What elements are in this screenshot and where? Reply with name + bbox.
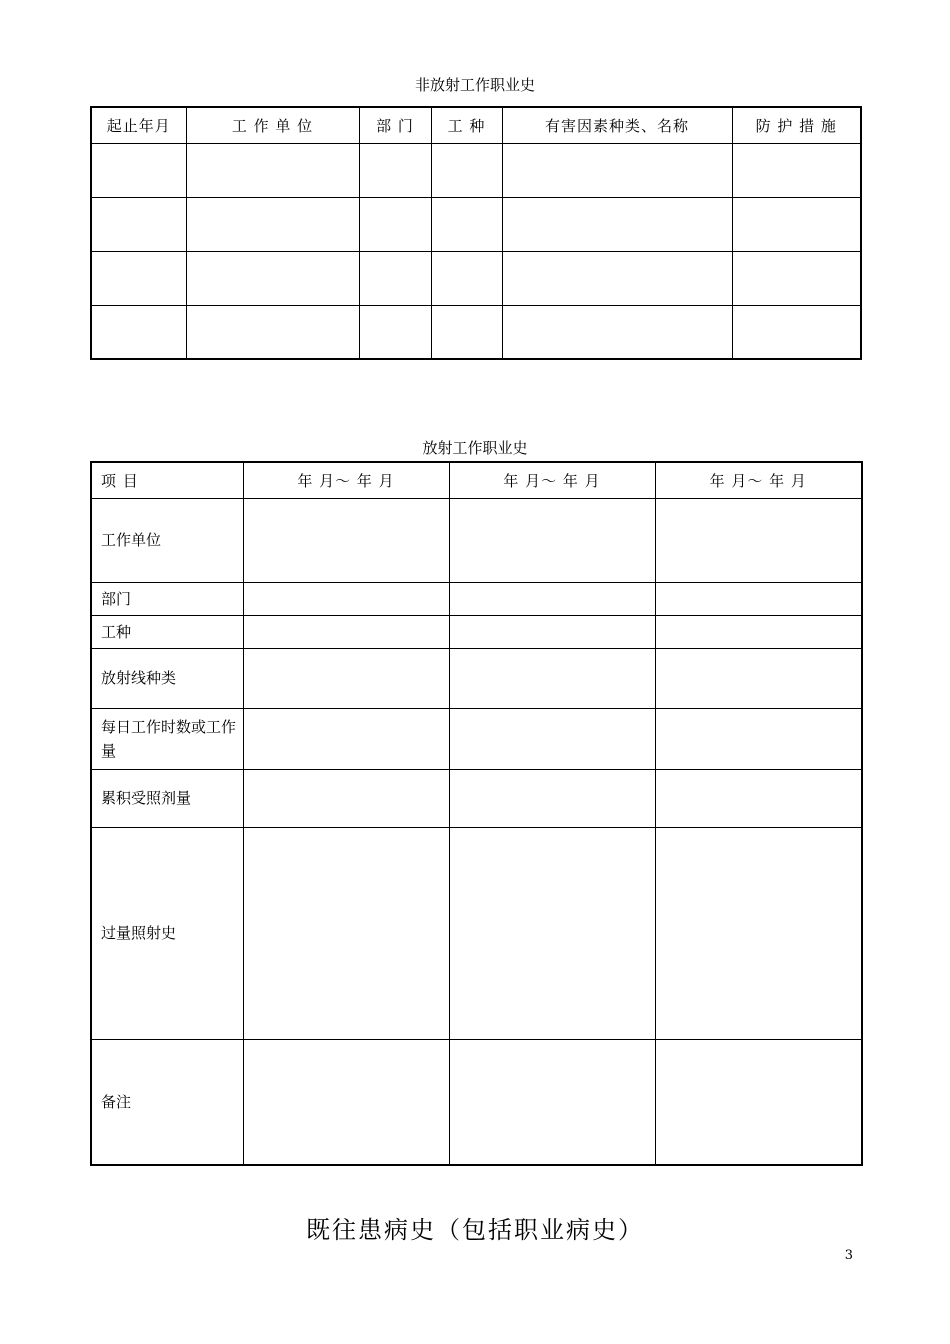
header-item: 项 目	[91, 462, 243, 498]
header-department: 部 门	[359, 107, 431, 143]
empty-cell[interactable]	[243, 1039, 449, 1165]
empty-cell[interactable]	[431, 143, 502, 197]
header-start-end-date: 起止年月	[91, 107, 186, 143]
empty-cell[interactable]	[655, 582, 862, 615]
header-period-1: 年 月～ 年 月	[243, 462, 449, 498]
table-row	[91, 305, 861, 359]
empty-cell[interactable]	[732, 197, 861, 251]
empty-cell[interactable]	[186, 305, 359, 359]
empty-cell[interactable]	[91, 143, 186, 197]
empty-cell[interactable]	[243, 708, 449, 769]
empty-cell[interactable]	[449, 1039, 655, 1165]
empty-cell[interactable]	[732, 143, 861, 197]
row-label-daily-workload: 每日工作时数或工作量	[91, 708, 243, 769]
empty-cell[interactable]	[655, 1039, 862, 1165]
empty-cell[interactable]	[359, 305, 431, 359]
row-label-job-type: 工种	[91, 615, 243, 648]
header-period-3: 年 月～ 年 月	[655, 462, 862, 498]
past-medical-history-heading: 既往患病史（包括职业病史）	[306, 1216, 644, 1244]
empty-cell[interactable]	[186, 251, 359, 305]
empty-cell[interactable]	[243, 582, 449, 615]
table-row	[91, 708, 862, 769]
empty-cell[interactable]	[655, 498, 862, 582]
header-hazard-factors: 有害因素种类、名称	[502, 107, 732, 143]
empty-cell[interactable]	[449, 648, 655, 708]
empty-cell[interactable]	[655, 708, 862, 769]
table-header-row	[91, 462, 862, 498]
table-row	[91, 251, 861, 305]
table-row	[91, 827, 862, 1039]
radiation-history-title: 放射工作职业史	[422, 439, 528, 457]
page-number: 3	[844, 1248, 853, 1263]
empty-cell[interactable]	[243, 498, 449, 582]
table-header-row	[91, 107, 861, 143]
row-label-radiation-type: 放射线种类	[91, 648, 243, 708]
empty-cell[interactable]	[449, 708, 655, 769]
empty-cell[interactable]	[186, 197, 359, 251]
table-row	[91, 769, 862, 827]
table-row	[91, 615, 862, 648]
empty-cell[interactable]	[91, 251, 186, 305]
table-row	[91, 648, 862, 708]
empty-cell[interactable]	[655, 615, 862, 648]
header-period-2: 年 月～ 年 月	[449, 462, 655, 498]
row-label-remarks: 备注	[91, 1039, 243, 1165]
empty-cell[interactable]	[359, 143, 431, 197]
header-job-type: 工 种	[431, 107, 502, 143]
empty-cell[interactable]	[655, 648, 862, 708]
empty-cell[interactable]	[449, 827, 655, 1039]
empty-cell[interactable]	[243, 615, 449, 648]
empty-cell[interactable]	[449, 498, 655, 582]
empty-cell[interactable]	[243, 827, 449, 1039]
non-radiation-history-table	[90, 106, 862, 360]
radiation-history-table	[90, 461, 863, 1166]
row-label-overexposure-history: 过量照射史	[91, 827, 243, 1039]
table-row	[91, 1039, 862, 1165]
empty-cell[interactable]	[732, 251, 861, 305]
empty-cell[interactable]	[186, 143, 359, 197]
empty-cell[interactable]	[359, 251, 431, 305]
empty-cell[interactable]	[732, 305, 861, 359]
empty-cell[interactable]	[449, 769, 655, 827]
row-label-cumulative-dose: 累积受照剂量	[91, 769, 243, 827]
empty-cell[interactable]	[243, 648, 449, 708]
empty-cell[interactable]	[431, 251, 502, 305]
table-row	[91, 197, 861, 251]
empty-cell[interactable]	[502, 305, 732, 359]
empty-cell[interactable]	[502, 251, 732, 305]
non-radiation-history-title: 非放射工作职业史	[414, 76, 535, 94]
table-row	[91, 143, 861, 197]
header-protection-measures: 防 护 措 施	[732, 107, 861, 143]
table-row	[91, 582, 862, 615]
row-label-department: 部门	[91, 582, 243, 615]
empty-cell[interactable]	[449, 615, 655, 648]
empty-cell[interactable]	[431, 305, 502, 359]
header-work-unit: 工 作 单 位	[186, 107, 359, 143]
empty-cell[interactable]	[243, 769, 449, 827]
empty-cell[interactable]	[431, 197, 502, 251]
table-row	[91, 498, 862, 582]
empty-cell[interactable]	[449, 582, 655, 615]
empty-cell[interactable]	[502, 197, 732, 251]
empty-cell[interactable]	[502, 143, 732, 197]
row-label-work-unit: 工作单位	[91, 498, 243, 582]
empty-cell[interactable]	[655, 827, 862, 1039]
empty-cell[interactable]	[359, 197, 431, 251]
empty-cell[interactable]	[91, 197, 186, 251]
empty-cell[interactable]	[91, 305, 186, 359]
empty-cell[interactable]	[655, 769, 862, 827]
